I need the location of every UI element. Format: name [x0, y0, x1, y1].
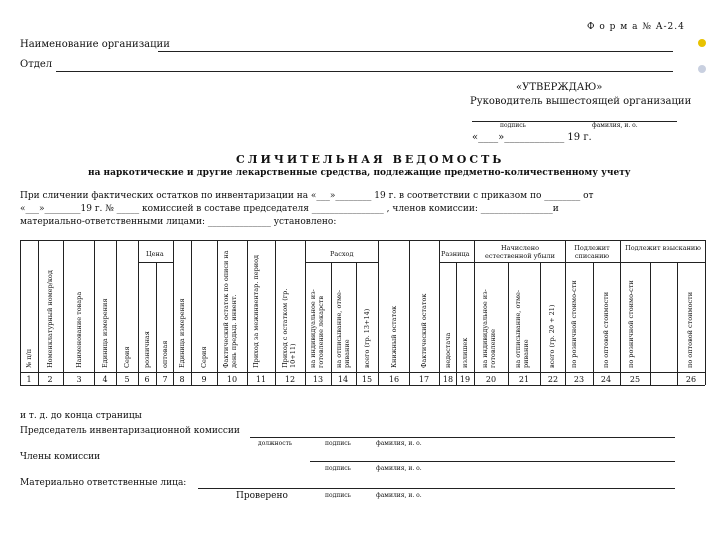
- approval-head: Руководитель вышестоящей организации: [470, 96, 692, 107]
- group-header-price: Цена: [146, 250, 164, 258]
- col-header-9: Серия: [200, 346, 208, 368]
- col-number: 24: [600, 375, 612, 384]
- col-border: [705, 240, 706, 385]
- members-line: [310, 461, 675, 462]
- col-header-22: всего (гр. 20 + 21): [548, 304, 556, 368]
- col-number: 19: [459, 375, 471, 384]
- col-number: 10: [226, 375, 238, 384]
- col-border: [439, 240, 440, 385]
- expense-group-line: [305, 262, 378, 263]
- approval-date: «____»____________ 19 г.: [472, 132, 592, 143]
- checked-label: Проверено: [236, 491, 288, 501]
- col-header-25: по розничной стоимо-сти: [627, 280, 635, 368]
- col-header-13: на индивидуальное из-готовление лекарств: [309, 289, 325, 368]
- col-border: [409, 240, 410, 385]
- col-border: [156, 262, 157, 385]
- col-number: 25: [629, 375, 641, 384]
- approval-sign-caption: подпись: [500, 122, 526, 129]
- col-number: 21: [518, 375, 530, 384]
- col-number: 23: [573, 375, 585, 384]
- org-line: [158, 51, 673, 52]
- responsible-label: Материально ответственные лица:: [20, 478, 187, 488]
- col-border: [116, 240, 117, 385]
- col-number: 7: [162, 375, 168, 384]
- bullet-dot-gray: [698, 65, 706, 73]
- group-header-recovery: Подлежит взысканию: [625, 244, 701, 252]
- col-border: [63, 240, 64, 385]
- chairman-name-caption: фамилия, и. о.: [376, 440, 422, 447]
- col-border: [191, 240, 192, 385]
- chairman-line: [250, 437, 675, 438]
- group-header-natural-loss: Начислено естественной убыли: [484, 244, 556, 260]
- col-header-16: Книжный остаток: [390, 305, 398, 368]
- col-header-24: по оптовой стоимости: [602, 291, 610, 368]
- col-header-14: на отписывание, отме-ривание: [335, 289, 351, 368]
- col-border: [20, 240, 21, 385]
- group-header-expense: Расход: [330, 250, 354, 258]
- table-numbers-bottom-line: [20, 385, 705, 386]
- col-border: [540, 262, 541, 385]
- col-header-12: Приход с остатком (гр. 10+11): [281, 288, 297, 368]
- col-border: [650, 262, 651, 385]
- col-header-20: на индивидуальное из-готовление: [481, 289, 497, 368]
- dept-line: [56, 71, 673, 72]
- col-border: [356, 262, 357, 385]
- body-line-3: материально-ответственными лицами: ______________ установлено:: [20, 217, 337, 227]
- col-number: 2: [47, 375, 53, 384]
- col-border: [565, 240, 566, 385]
- col-border: [620, 240, 621, 385]
- col-number: 13: [312, 375, 324, 384]
- col-header-5: Серия: [123, 346, 131, 368]
- members-name-caption: фамилия, и. о.: [376, 465, 422, 472]
- group-header-write-off: Подлежит списанию: [574, 244, 610, 260]
- chairman-label: Председатель инвентаризационной комиссии: [20, 426, 240, 436]
- col-number: 4: [102, 375, 108, 384]
- col-border: [275, 240, 276, 385]
- col-border: [217, 240, 218, 385]
- col-number: 14: [337, 375, 349, 384]
- document-title: СЛИЧИТЕЛЬНАЯ ВЕДОМОСТЬ: [236, 153, 505, 166]
- members-label: Члены комиссии: [20, 452, 101, 462]
- col-number: 17: [418, 375, 430, 384]
- col-header-26: по оптовой стоимости: [686, 291, 694, 368]
- col-border: [474, 240, 475, 385]
- col-number: 5: [124, 375, 130, 384]
- col-header-11: Приход за межинвентар. период: [252, 254, 260, 368]
- col-number: 9: [201, 375, 207, 384]
- loss-group-line: [474, 262, 565, 263]
- responsible-sig-caption: подпись: [325, 492, 351, 499]
- approval-title: «УТВЕРЖДАЮ»: [516, 82, 603, 93]
- col-header-23: по розничной стоимо-сти: [570, 280, 578, 368]
- approval-name-caption: фамилия, и. о.: [592, 122, 638, 129]
- col-number: 1: [26, 375, 32, 384]
- form-code: Ф о р м а № А-2.4: [587, 22, 685, 32]
- col-header-4: Единица измерения: [101, 298, 109, 368]
- col-number: 15: [361, 375, 373, 384]
- etc-text: и т. д. до конца страницы: [20, 411, 142, 421]
- col-number: 12: [284, 375, 296, 384]
- col-border: [247, 240, 248, 385]
- col-header-15: всего (гр. 13+14): [363, 308, 371, 368]
- col-border: [38, 240, 39, 385]
- col-number: 20: [485, 375, 497, 384]
- responsible-name-caption: фамилия, и. о.: [376, 492, 422, 499]
- col-header-10: Фактический остаток по описи на день предыд. инвент.: [222, 250, 238, 368]
- col-header-8: Единица измерения: [178, 298, 186, 368]
- col-number: 11: [255, 375, 267, 384]
- position-caption: должность: [258, 440, 293, 447]
- document-subtitle: на наркотические и другие лекарственные средства, подлежащие предметно-количественному учету: [88, 168, 631, 178]
- col-number: 26: [685, 375, 697, 384]
- table-top-line: [20, 240, 705, 241]
- col-number: 18: [442, 375, 454, 384]
- org-label: Наименование организации: [20, 39, 170, 50]
- col-header-3: Наименование товара: [75, 291, 83, 368]
- col-border: [173, 240, 174, 385]
- col-border: [378, 240, 379, 385]
- col-number: 3: [76, 375, 82, 384]
- group-header-difference: Разница: [441, 250, 470, 258]
- col-header-18: недостача: [444, 332, 452, 368]
- col-border: [305, 240, 306, 385]
- col-header-7: оптовая: [161, 340, 169, 368]
- col-number: 8: [179, 375, 185, 384]
- col-border: [94, 240, 95, 385]
- col-number: 16: [388, 375, 400, 384]
- col-border: [331, 262, 332, 385]
- members-sig-caption: подпись: [325, 465, 351, 472]
- col-number: 6: [144, 375, 150, 384]
- recovery-group-line: [620, 262, 705, 263]
- col-header-6: розничная: [143, 331, 151, 368]
- responsible-line: [198, 488, 675, 489]
- col-header-17: Фактический остаток: [420, 293, 428, 368]
- col-number: 22: [547, 375, 559, 384]
- col-border: [456, 262, 457, 385]
- col-border: [593, 262, 594, 385]
- body-line-2: «___»________19 г. № _____ комиссией в составе председателя ________________ , членов комиссии: ________________и: [20, 204, 559, 214]
- table-header-bottom-line: [20, 372, 705, 373]
- chairman-sig-caption: подпись: [325, 440, 351, 447]
- bullet-dot-yellow: [698, 39, 706, 47]
- col-header-21: на отписывание, отме-ривание: [514, 289, 530, 368]
- col-border: [677, 262, 678, 385]
- col-header-2: Номенклатурный номер/код: [46, 270, 54, 368]
- col-header-19: излишек: [461, 337, 469, 368]
- col-border: [508, 262, 509, 385]
- dept-label: Отдел: [20, 59, 53, 70]
- body-line-1: При сличении фактических остатков по инвентаризации на «___»________ 19 г. в соответствии с приказом по ________ от: [20, 191, 594, 201]
- col-border: [138, 240, 139, 385]
- col-header-1: № п/п: [25, 348, 33, 368]
